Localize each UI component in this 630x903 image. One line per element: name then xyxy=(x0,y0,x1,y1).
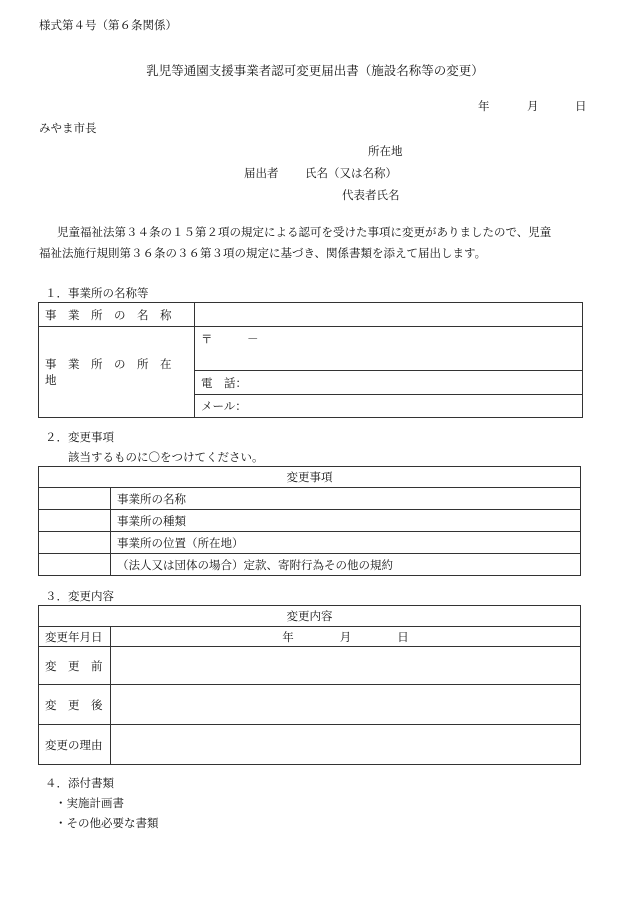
phone-field[interactable]: 電 話： xyxy=(195,371,583,395)
after-change-label: 変 更 後 xyxy=(39,685,111,725)
change-date-label: 変更年月日 xyxy=(39,627,111,647)
section2-instruction: 該当するものに〇をつけてください。 xyxy=(68,450,264,464)
section1-heading: １．事業所の名称等 xyxy=(45,286,149,300)
representative-label: 代表者氏名 xyxy=(342,188,400,202)
change-details-header: 変更内容 xyxy=(39,606,581,627)
facility-table xyxy=(38,302,583,418)
attachment-item: ・実施計画書 xyxy=(55,796,124,810)
document-title: 乳児等通園支援事業者認可変更届出書（施設名称等の変更） xyxy=(146,63,484,78)
change-mark-cell[interactable] xyxy=(39,532,111,554)
change-item: （法人又は団体の場合）定款、寄附行為その他の規約 xyxy=(111,554,581,576)
postal-code-field[interactable]: 〒 － xyxy=(195,327,583,371)
change-item: 事業所の名称 xyxy=(111,488,581,510)
change-reason-label: 変更の理由 xyxy=(39,725,111,765)
filer-label: 届出者 xyxy=(244,166,279,180)
before-change-field[interactable] xyxy=(111,647,581,685)
date-month: 月 xyxy=(527,99,539,113)
change-mark-cell[interactable] xyxy=(39,554,111,576)
change-items-table xyxy=(38,466,581,576)
change-mark-cell[interactable] xyxy=(39,488,111,510)
after-change-field[interactable] xyxy=(111,685,581,725)
change-details-table xyxy=(38,605,581,765)
facility-address-label: 事 業 所 の 所 在 地 xyxy=(39,327,195,418)
email-field[interactable]: メール： xyxy=(195,395,583,418)
location-label: 所在地 xyxy=(368,144,403,158)
change-items-header: 変更事項 xyxy=(39,467,581,488)
body-text-line1: 児童福祉法第３４条の１５第２項の規定による認可を受けた事項に変更がありましたので、児童 xyxy=(57,225,552,239)
section2-heading: ２．変更事項 xyxy=(45,430,114,444)
facility-name-label: 事 業 所 の 名 称 xyxy=(39,303,195,327)
name-label: 氏名（又は名称） xyxy=(305,166,397,180)
change-item: 事業所の位置（所在地） xyxy=(111,532,581,554)
change-item: 事業所の種類 xyxy=(111,510,581,532)
date-day: 日 xyxy=(575,99,587,113)
before-change-label: 変 更 前 xyxy=(39,647,111,685)
change-reason-field[interactable] xyxy=(111,725,581,765)
change-mark-cell[interactable] xyxy=(39,510,111,532)
section4-heading: ４．添付書類 xyxy=(45,776,114,790)
change-date-field[interactable]: 年 月 日 xyxy=(111,627,581,647)
attachment-item: ・その他必要な書類 xyxy=(55,816,159,830)
form-number: 様式第４号（第６条関係） xyxy=(39,18,177,32)
date-year: 年 xyxy=(478,99,490,113)
facility-name-field[interactable] xyxy=(195,303,583,327)
body-text-line2: 福祉法施行規則第３６条の３６第３項の規定に基づき、関係書類を添えて届出します。 xyxy=(39,246,487,260)
section3-heading: ３．変更内容 xyxy=(45,589,114,603)
addressee: みやま市長 xyxy=(39,121,97,135)
